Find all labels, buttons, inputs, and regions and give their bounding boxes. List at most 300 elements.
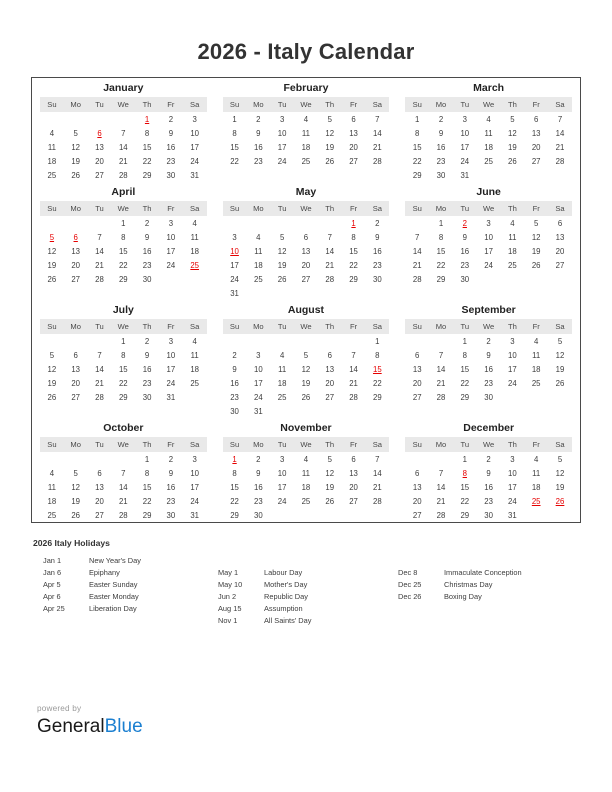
day-cell-empty — [111, 404, 135, 418]
weekday-label: Su — [412, 204, 422, 213]
day-cell: 18 — [531, 482, 541, 492]
holiday-list-item — [218, 615, 398, 627]
day-cell: 29 — [349, 274, 358, 284]
week-row — [223, 126, 390, 140]
weekday-label: Fr — [532, 322, 540, 331]
month-days-july — [32, 334, 215, 418]
week-row — [405, 480, 572, 494]
weekday-header-row — [32, 319, 580, 334]
day-cell: 3 — [486, 218, 491, 228]
holiday-list-item — [43, 591, 218, 603]
day-cell: 13 — [412, 482, 422, 492]
month-header-january — [32, 78, 215, 97]
day-cell: 10 — [508, 350, 517, 360]
day-cell: 17 — [508, 364, 517, 374]
day-cell: 13 — [95, 142, 104, 152]
day-cell: 20 — [71, 378, 81, 388]
day-cell: 22 — [372, 378, 382, 388]
day-cell: 30 — [166, 510, 176, 520]
week-row — [223, 168, 390, 182]
day-cell: 3 — [510, 336, 515, 346]
day-cell: 15 — [349, 246, 358, 256]
month-title: November — [280, 422, 332, 434]
day-cell-empty — [548, 168, 572, 182]
day-cell: 12 — [555, 350, 565, 360]
day-cell: 14 — [412, 246, 422, 256]
day-cell: 12 — [508, 128, 517, 138]
month-days-march — [397, 112, 580, 182]
month-title: April — [111, 186, 136, 198]
month-header-september — [397, 300, 580, 319]
day-cell: 2 — [486, 454, 491, 464]
day-cell: 28 — [436, 510, 446, 520]
day-cell: 8 — [144, 128, 150, 138]
day-cell-holiday: 10 — [230, 246, 239, 256]
day-cell: 31 — [508, 510, 517, 520]
weekday-label: Sa — [190, 440, 200, 449]
holiday-list-item — [43, 579, 218, 591]
day-cell: 22 — [436, 260, 446, 270]
week-row — [40, 480, 207, 494]
day-cell-empty — [270, 168, 294, 182]
day-cell: 9 — [168, 468, 174, 478]
holiday-date: Jan 1 — [43, 556, 62, 565]
holiday-list-item — [398, 579, 583, 591]
day-cell: 4 — [279, 350, 285, 360]
day-cell: 1 — [144, 454, 150, 464]
day-cell: 9 — [438, 128, 444, 138]
weekday-label: Su — [229, 440, 240, 449]
month-days-february — [215, 112, 398, 182]
day-cell-empty — [246, 168, 270, 182]
brand-general-text: General — [37, 716, 105, 737]
day-cell: 14 — [118, 142, 128, 152]
month-days-january — [32, 112, 215, 182]
day-cell-empty — [405, 286, 429, 300]
day-cell: 11 — [190, 232, 199, 242]
month-header-february — [215, 78, 398, 97]
weekday-label: Tu — [95, 322, 104, 331]
day-cell: 16 — [230, 378, 239, 388]
weekday-label: Mo — [70, 440, 81, 449]
day-cell: 30 — [142, 274, 152, 284]
day-cell: 3 — [510, 454, 515, 464]
day-cell: 6 — [415, 350, 420, 360]
weekday-header-december — [397, 437, 580, 452]
weekday-label: Mo — [70, 322, 81, 331]
weekday-header-august — [215, 319, 398, 334]
day-cell: 17 — [508, 482, 517, 492]
day-cell-empty — [294, 286, 318, 300]
weekday-label: Tu — [277, 322, 287, 331]
week-row — [40, 244, 207, 258]
week-row — [40, 168, 207, 182]
weekday-header-july — [32, 319, 215, 334]
weekday-label: We — [300, 440, 312, 449]
day-cell: 18 — [301, 142, 311, 152]
day-cell: 6 — [351, 114, 356, 124]
holiday-list-item — [398, 591, 583, 603]
day-cell-empty — [183, 286, 207, 300]
day-cell: 6 — [97, 468, 102, 478]
day-cell-empty — [270, 216, 294, 230]
holidays-section — [33, 538, 585, 627]
day-cell-empty — [501, 286, 525, 300]
generalblue-logo — [37, 715, 143, 738]
day-cell: 8 — [121, 350, 126, 360]
day-cell-empty — [64, 216, 88, 230]
weekday-label: Sa — [372, 322, 382, 331]
day-cell: 8 — [232, 128, 237, 138]
day-cell: 20 — [412, 378, 422, 388]
day-cell: 4 — [303, 114, 309, 124]
day-cell: 22 — [412, 156, 422, 166]
weekday-label: Th — [142, 322, 152, 331]
day-cell: 10 — [166, 232, 176, 242]
day-cell: 27 — [71, 274, 81, 284]
day-cell: 22 — [230, 496, 239, 506]
day-cell-empty — [270, 508, 294, 522]
day-cell: 22 — [142, 496, 152, 506]
week-row — [405, 376, 572, 390]
day-cell: 17 — [484, 246, 493, 256]
weekday-label: Fr — [532, 440, 540, 449]
month-header-june — [397, 182, 580, 201]
holiday-date: Dec 26 — [398, 592, 422, 601]
day-cell-empty — [111, 112, 135, 126]
holiday-list-item — [218, 603, 398, 615]
holiday-list-item — [398, 567, 583, 579]
day-cell: 29 — [230, 510, 239, 520]
day-cell: 19 — [325, 482, 335, 492]
weekday-label: Th — [507, 204, 517, 213]
day-cell: 31 — [254, 406, 263, 416]
day-cell: 10 — [166, 350, 176, 360]
holiday-spacer — [398, 555, 583, 567]
day-cell: 1 — [462, 336, 467, 346]
weekday-header-february — [215, 97, 398, 112]
day-cell: 27 — [71, 392, 81, 402]
weekday-label: Su — [412, 100, 422, 109]
day-cell-empty — [318, 216, 342, 230]
day-cell: 24 — [254, 392, 263, 402]
week-row — [405, 334, 572, 348]
holiday-name: New Year's Day — [89, 556, 141, 565]
day-cell: 7 — [375, 114, 380, 124]
day-cell: 5 — [73, 468, 78, 478]
day-cell-empty — [88, 216, 112, 230]
day-cell-empty — [524, 404, 548, 418]
day-cell-empty — [88, 452, 112, 466]
day-cell: 17 — [230, 260, 239, 270]
day-cell: 11 — [47, 142, 56, 152]
day-cell: 13 — [71, 364, 81, 374]
day-cell: 14 — [349, 364, 358, 374]
day-cell-empty — [88, 286, 112, 300]
day-cell: 23 — [254, 156, 263, 166]
weekday-label: Mo — [70, 204, 81, 213]
day-cell: 30 — [166, 170, 176, 180]
week-row — [405, 244, 572, 258]
weekday-label: We — [117, 322, 129, 331]
week-row — [405, 466, 572, 480]
day-cell-holiday: 5 — [49, 232, 55, 242]
day-cell: 23 — [166, 496, 176, 506]
day-cell-holiday: 26 — [555, 496, 565, 506]
holidays-columns — [33, 555, 585, 627]
quarter-days — [32, 112, 580, 182]
holiday-name: Easter Monday — [89, 592, 139, 601]
day-cell: 26 — [301, 392, 311, 402]
day-cell-empty — [524, 286, 548, 300]
day-cell: 21 — [436, 378, 446, 388]
day-cell: 20 — [95, 496, 104, 506]
day-cell-empty — [548, 390, 572, 404]
day-cell: 27 — [555, 260, 565, 270]
day-cell: 25 — [47, 170, 57, 180]
day-cell: 3 — [279, 454, 285, 464]
day-cell: 16 — [372, 246, 382, 256]
day-cell: 16 — [254, 482, 263, 492]
day-cell: 21 — [118, 156, 128, 166]
week-row — [223, 390, 390, 404]
day-cell: 21 — [325, 260, 335, 270]
day-cell: 12 — [531, 232, 541, 242]
day-cell: 6 — [415, 468, 420, 478]
day-cell-empty — [111, 286, 135, 300]
day-cell: 13 — [95, 482, 104, 492]
weekday-label: Tu — [95, 204, 104, 213]
day-cell: 27 — [95, 510, 104, 520]
weekday-label: Sa — [372, 204, 382, 213]
day-cell-empty — [270, 334, 294, 348]
holiday-column-3 — [398, 555, 583, 627]
day-cell-empty — [548, 404, 572, 418]
weekday-label: Su — [229, 322, 240, 331]
day-cell: 29 — [142, 170, 152, 180]
day-cell: 19 — [555, 482, 565, 492]
day-cell: 22 — [349, 260, 358, 270]
day-cell: 13 — [349, 468, 358, 478]
day-cell-holiday: 6 — [97, 128, 102, 138]
day-cell-empty — [501, 404, 525, 418]
day-cell: 20 — [531, 142, 541, 152]
day-cell-empty — [270, 286, 294, 300]
day-cell: 31 — [230, 288, 239, 298]
weekday-label: Tu — [95, 440, 104, 449]
day-cell: 13 — [71, 246, 81, 256]
day-cell: 8 — [462, 350, 467, 360]
day-cell: 4 — [534, 454, 539, 464]
day-cell: 11 — [254, 246, 263, 256]
week-row — [223, 466, 390, 480]
day-cell-empty — [223, 334, 247, 348]
week-row — [40, 348, 207, 362]
holiday-list-item — [43, 603, 218, 615]
day-cell: 9 — [486, 350, 491, 360]
day-cell: 17 — [190, 142, 200, 152]
day-cell: 26 — [508, 156, 517, 166]
day-cell: 20 — [349, 142, 358, 152]
day-cell: 17 — [277, 142, 287, 152]
day-cell: 23 — [460, 260, 470, 270]
day-cell-empty — [318, 404, 342, 418]
day-cell: 29 — [436, 274, 446, 284]
day-cell: 27 — [95, 170, 104, 180]
day-cell: 8 — [438, 232, 444, 242]
week-row — [40, 126, 207, 140]
day-cell: 7 — [438, 468, 444, 478]
day-cell: 1 — [438, 218, 444, 228]
day-cell-empty — [524, 508, 548, 522]
day-cell: 28 — [118, 510, 128, 520]
day-cell: 26 — [71, 170, 81, 180]
day-cell-empty — [524, 168, 548, 182]
day-cell: 10 — [460, 128, 470, 138]
holiday-date: Dec 25 — [398, 580, 422, 589]
footer-branding — [37, 703, 143, 738]
day-cell: 16 — [460, 246, 470, 256]
day-cell-holiday: 25 — [190, 260, 200, 270]
day-cell: 17 — [166, 246, 176, 256]
quarter-month-names — [32, 418, 580, 437]
week-row — [405, 258, 572, 272]
month-days-may — [215, 216, 398, 300]
day-cell-empty — [548, 508, 572, 522]
day-cell: 26 — [325, 156, 335, 166]
day-cell: 9 — [144, 232, 150, 242]
day-cell: 15 — [118, 246, 128, 256]
day-cell: 17 — [277, 482, 287, 492]
day-cell: 24 — [277, 496, 287, 506]
day-cell: 30 — [460, 274, 470, 284]
weekday-header-row — [32, 97, 580, 112]
weekday-label: Su — [412, 322, 422, 331]
day-cell: 12 — [277, 246, 287, 256]
day-cell-empty — [405, 452, 429, 466]
day-cell: 5 — [49, 350, 55, 360]
weekday-label: Mo — [253, 440, 264, 449]
day-cell: 20 — [555, 246, 565, 256]
day-cell: 21 — [412, 260, 422, 270]
day-cell: 9 — [256, 468, 261, 478]
day-cell-empty — [342, 334, 366, 348]
day-cell: 24 — [190, 496, 200, 506]
day-cell: 2 — [256, 454, 261, 464]
day-cell: 6 — [534, 114, 539, 124]
weekday-label: Th — [325, 322, 335, 331]
month-title: May — [295, 186, 317, 198]
week-row — [40, 494, 207, 508]
day-cell: 7 — [121, 128, 126, 138]
day-cell: 20 — [301, 260, 311, 270]
day-cell: 24 — [230, 274, 239, 284]
weekday-label: We — [300, 204, 312, 213]
day-cell: 27 — [301, 274, 311, 284]
weekday-label: Fr — [532, 100, 540, 109]
day-cell-empty — [294, 334, 318, 348]
day-cell-holiday: 25 — [531, 496, 541, 506]
day-cell-holiday: 15 — [372, 364, 382, 374]
holiday-name: Mother's Day — [264, 580, 308, 589]
weekday-label: We — [300, 322, 312, 331]
day-cell: 29 — [118, 392, 128, 402]
quarter-month-names — [32, 182, 580, 201]
day-cell: 12 — [555, 468, 565, 478]
weekday-header-april — [32, 201, 215, 216]
holiday-list-item — [218, 591, 398, 603]
day-cell: 24 — [166, 260, 176, 270]
day-cell: 30 — [372, 274, 382, 284]
day-cell-empty — [365, 508, 389, 522]
day-cell: 16 — [166, 482, 176, 492]
quarter-days — [32, 216, 580, 300]
day-cell-empty — [246, 334, 270, 348]
day-cell: 1 — [232, 114, 237, 124]
day-cell-empty — [365, 404, 389, 418]
day-cell: 15 — [142, 482, 152, 492]
day-cell: 7 — [351, 350, 356, 360]
week-row — [223, 272, 390, 286]
day-cell: 21 — [95, 260, 104, 270]
day-cell-empty — [40, 216, 64, 230]
holiday-date: Nov 1 — [218, 616, 238, 625]
day-cell-holiday: 1 — [232, 454, 237, 464]
week-row — [405, 272, 572, 286]
quarter-days — [32, 452, 580, 522]
week-row — [40, 376, 207, 390]
day-cell: 13 — [349, 128, 358, 138]
day-cell: 17 — [190, 482, 200, 492]
quarter-days — [32, 334, 580, 418]
weekday-label: Tu — [460, 440, 470, 449]
week-row — [40, 452, 207, 466]
day-cell: 7 — [375, 454, 380, 464]
day-cell: 14 — [436, 482, 446, 492]
day-cell: 14 — [325, 246, 335, 256]
weekday-label: We — [117, 204, 129, 213]
day-cell: 19 — [555, 364, 565, 374]
day-cell: 19 — [508, 142, 517, 152]
day-cell: 18 — [277, 378, 287, 388]
month-days-august — [215, 334, 398, 418]
day-cell: 22 — [118, 378, 128, 388]
holiday-list-item — [43, 567, 218, 579]
day-cell: 2 — [144, 218, 150, 228]
week-row — [405, 140, 572, 154]
week-row — [223, 244, 390, 258]
weekday-label: Mo — [253, 322, 264, 331]
day-cell-empty — [135, 404, 159, 418]
day-cell-empty — [365, 286, 389, 300]
weekday-label: Fr — [349, 322, 358, 331]
day-cell-holiday: 6 — [73, 232, 78, 242]
day-cell: 20 — [325, 378, 335, 388]
weekday-label: Sa — [372, 440, 382, 449]
holiday-list-item — [218, 567, 398, 579]
weekday-label: Th — [507, 100, 517, 109]
day-cell: 16 — [484, 364, 493, 374]
day-cell: 2 — [144, 336, 150, 346]
weekday-label: We — [117, 440, 129, 449]
week-row — [405, 362, 572, 376]
day-cell: 13 — [325, 364, 335, 374]
day-cell: 13 — [555, 232, 565, 242]
week-row — [40, 154, 207, 168]
day-cell: 18 — [190, 364, 200, 374]
day-cell: 28 — [372, 496, 382, 506]
weekday-label: Fr — [349, 440, 358, 449]
